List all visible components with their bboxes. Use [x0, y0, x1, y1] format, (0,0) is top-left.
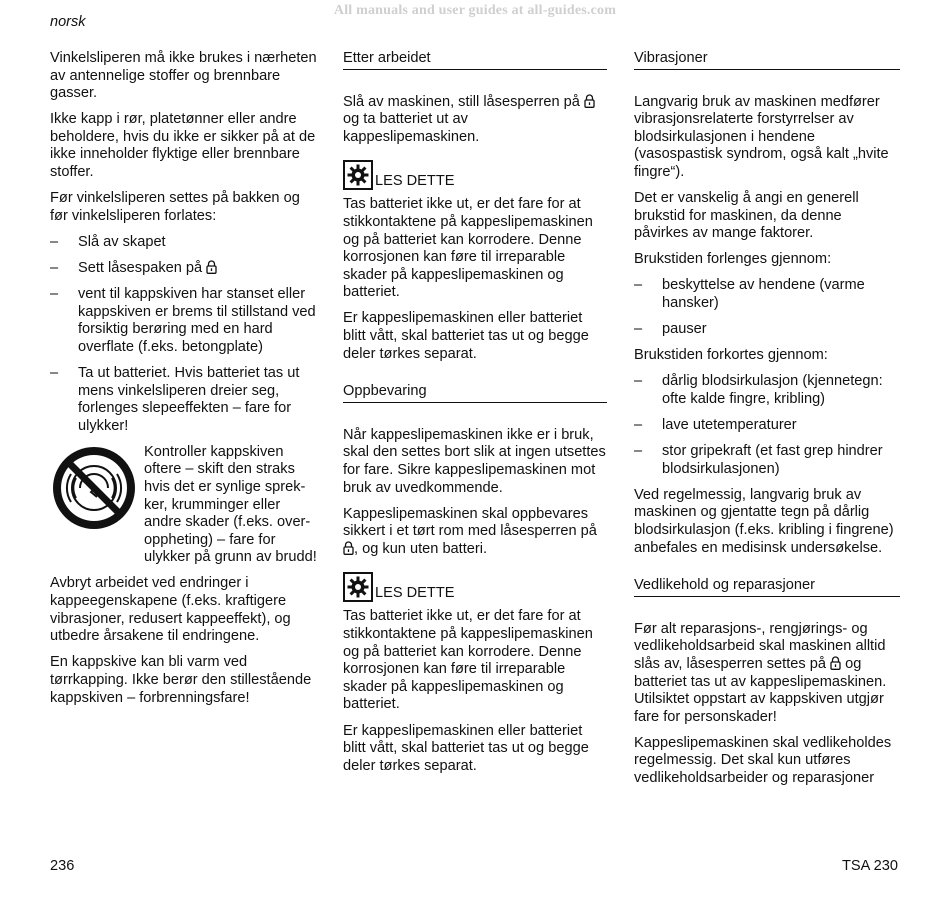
gear-icon: [343, 572, 373, 602]
notice-label: LES DETTE: [375, 585, 455, 602]
list-item: – lave utetemperaturer: [634, 417, 797, 433]
column-2: [343, 50, 607, 784]
paragraph: Før alt reparasjons-, rengjørings- og vedlikeholdsarbeid skal maskinen alltid slås av, låsesperren settes på og batteriet tas ut av kappeslipemaskinen. Utilsiktet oppstart av kappskiven utgjør fare for personskader!: [634, 620, 887, 725]
list-item: – vent til kappskiven har stanset eller kappskiven er brems til stillstand ved forsiktig berøring med en hard overflate (f.eks. betongplate): [50, 286, 316, 355]
paragraph: En kappskive kan bli varm ved tørrkapping. Ikke berør den stillestående kappskiven – forbrenningsfare!: [50, 654, 312, 706]
list-item: – stor gripekraft (et fast grep hindrer blodsirkulasjonen): [634, 443, 883, 477]
paragraph: Avbryt arbeidet ved endringer i kappeegenskapene (f.eks. kraftigere vibrasjoner, redusert kappeeffekt), og utbedre årsakene til endringene.: [50, 575, 291, 645]
section-heading: Etter arbeidet: [343, 50, 607, 70]
dash: –: [50, 259, 59, 276]
lock-icon: [343, 541, 354, 555]
list-item: – Slå av skapet: [50, 233, 166, 250]
paragraph: Kappeslipemaskinen skal vedlikeholdes regelmessig. Det skal kun utføres vedlikeholdsarbeider og reparasjoner: [634, 734, 892, 786]
section-heading: Vedlikehold og reparasjoner: [634, 577, 900, 597]
paragraph: Slå av maskinen, still låsesperren på og ta batteriet ut av kappeslipemaskinen.: [343, 94, 607, 147]
paragraph: Kappeslipemaskinen skal oppbevares sikkert i et tørt rom med låsesperren på , og kun uten batteri.: [343, 505, 597, 557]
dash: –: [634, 277, 643, 294]
lock-icon: [584, 94, 595, 108]
dash: –: [634, 417, 643, 433]
notice-heading: [343, 160, 607, 190]
paragraph: Brukstiden forlenges gjennom:: [634, 251, 832, 268]
lock-icon: [830, 656, 841, 670]
lock-icon: [206, 260, 217, 274]
watermark: All manuals and user guides at all-guides.com: [333, 3, 617, 18]
paragraph: Brukstiden forkortes gjennom:: [634, 347, 828, 364]
list-item: – pauser: [634, 321, 707, 338]
dash: –: [50, 364, 59, 381]
section-heading: Vibrasjoner: [634, 50, 900, 70]
warning-block: [50, 444, 318, 567]
warning-text: Kontroller kappskiven oftere – skift den straks hvis det er synlige sprek-ker, krumminger eller andre skader (f.eks. over-oppheting) – fare for ulykker på grunn av brudd!: [144, 443, 317, 566]
paragraph: Tas batteriet ikke ut, er det fare for at stikkontaktene på kappeslipemaskinen og på batteriet kan korrodere. Denne korrosjonen kan føre til irreparable skader på kappeslipemaskinen og batteriet.: [343, 196, 593, 301]
dash: –: [50, 233, 59, 250]
dash: –: [634, 443, 643, 460]
paragraph: Langvarig bruk av maskinen medfører vibrasjonsrelaterte forstyrrelser av blodsirkulasjonen i hendene (vasospastisk syndrom, også kalt „hvite fingre“).: [634, 93, 889, 180]
list-item: – beskyttelse av hendene (varme hansker): [634, 277, 865, 312]
list-item: – dårlig blodsirkulasjon (kjennetegn: ofte kalde fingre, kribling): [634, 373, 883, 407]
notice-heading: [343, 572, 607, 602]
dash: –: [50, 286, 59, 303]
paragraph: Tas batteriet ikke ut, er det fare for at stikkontaktene på kappeslipemaskinen og på batteriet kan korrodere. Denne korrosjonen kan føre til irreparable skader på kappeslipemaskinen og batteriet.: [343, 608, 593, 713]
paragraph: Er kappeslipemaskinen eller batteriet blitt vått, skal batteriet tas ut og begge deler tørkes separat.: [343, 310, 589, 362]
gear-icon: [343, 160, 373, 190]
paragraph: Ikke kapp i rør, platetønner eller andre beholdere, hvis du ikke er sikker på at de ikke inneholder flyktige eller brennbare stoffer.: [50, 111, 316, 181]
column-1: [50, 50, 318, 716]
paragraph: Det er vanskelig å angi en generell brukstid for maskinen, da denne påvirkes av mange faktorer.: [634, 190, 859, 242]
paragraph: Før vinkelsliperen settes på bakken og før vinkelsliperen forlates:: [50, 190, 300, 224]
column-3: [634, 50, 900, 796]
section-heading: Oppbevaring: [343, 383, 607, 403]
list-item: – Sett låsespaken på: [50, 260, 318, 278]
paragraph: Ved regelmessig, langvarig bruk av maskinen og gjentatte tegn på dårlig blodsirkulasjon (f.eks. kribling i fingrene) anbefales en medisinsk undersøkelse.: [634, 486, 894, 556]
notice-label: LES DETTE: [375, 173, 455, 190]
model-name: TSA 230: [842, 858, 898, 874]
paragraph: Er kappeslipemaskinen eller batteriet blitt vått, skal batteriet tas ut og begge deler tørkes separat.: [343, 722, 589, 774]
paragraph: Vinkelsliperen må ikke brukes i nærheten av antennelige stoffer og brennbare gasser.: [50, 50, 317, 102]
cracked-disc-prohibition-icon: [50, 444, 138, 532]
paragraph: Når kappeslipemaskinen ikke er i bruk, skal den settes bort slik at ingen utsettes for fare. Sikre kappeslipemaskinen mot bruk av uvedkommende.: [343, 426, 606, 496]
list-item: – Ta ut batteriet. Hvis batteriet tas ut mens vinkelsliperen dreier seg, forlenges slepeeffekten – fare for ulykker!: [50, 364, 300, 434]
page-number: 236: [50, 858, 75, 874]
language-label: norsk: [50, 14, 86, 30]
dash: –: [634, 373, 643, 390]
dash: –: [634, 321, 643, 338]
